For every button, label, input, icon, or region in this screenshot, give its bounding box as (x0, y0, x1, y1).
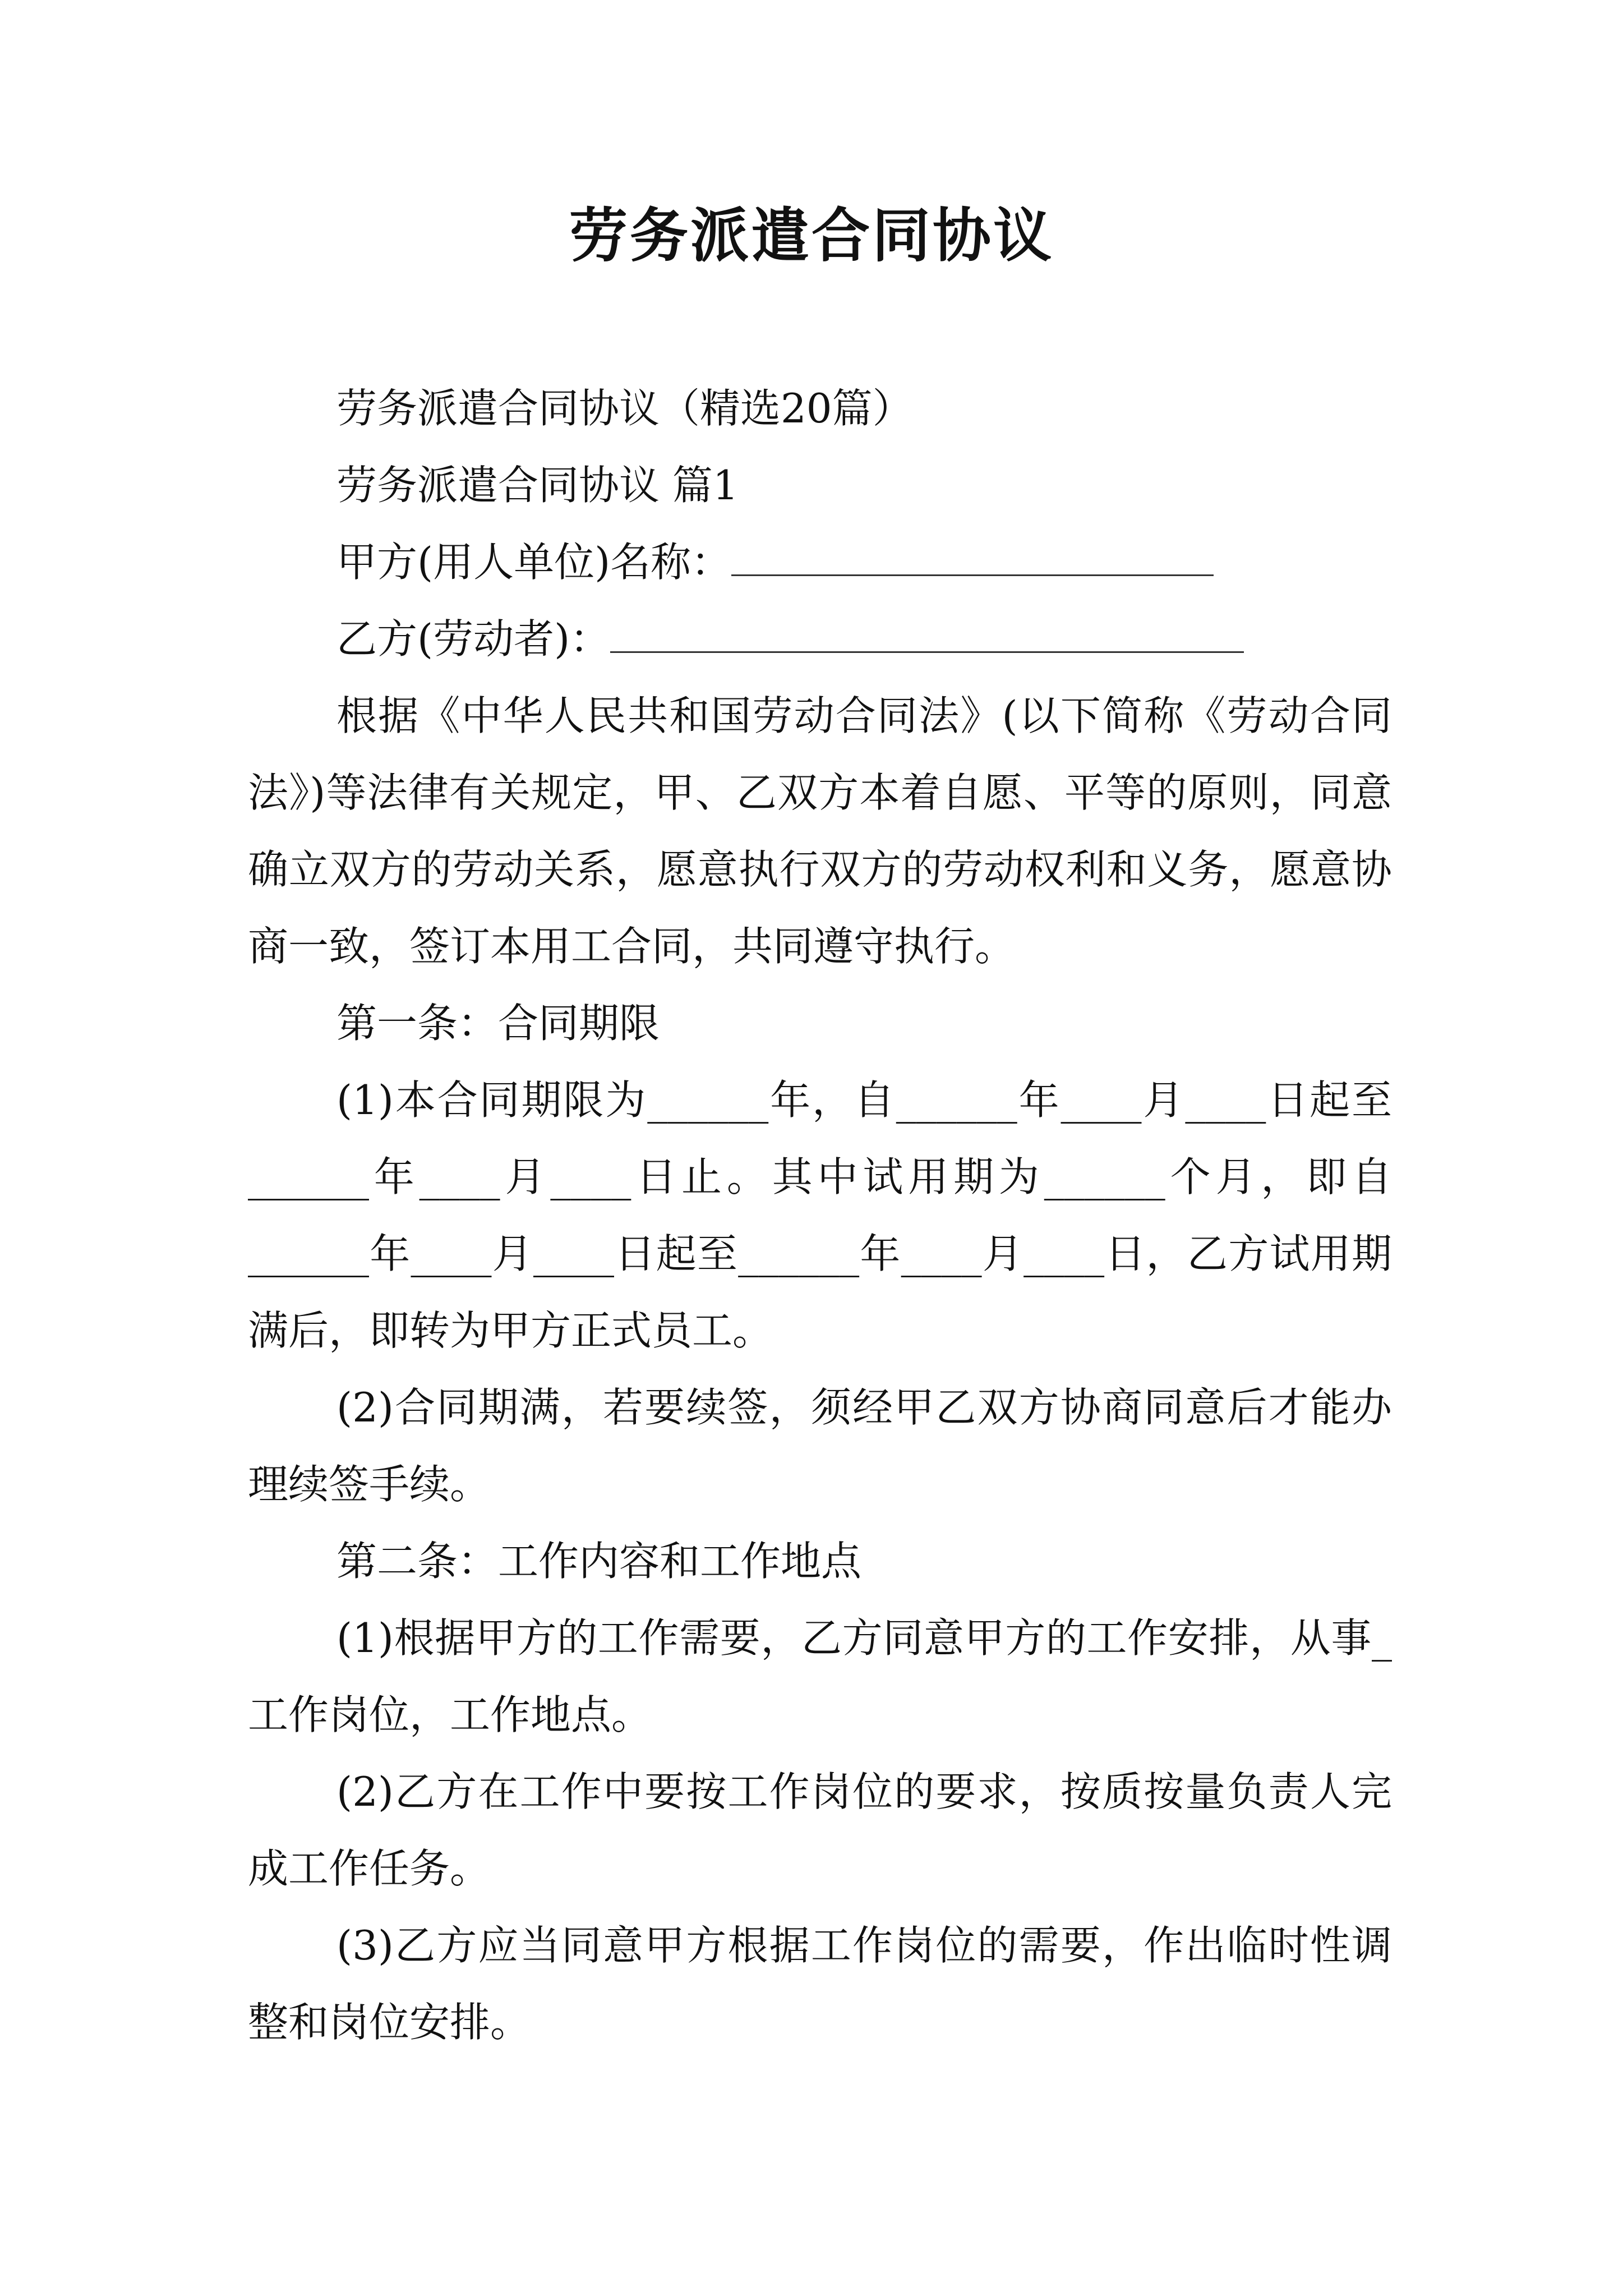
section-heading: 劳务派遣合同协议 篇1 (336, 462, 739, 509)
party-b-blank (610, 620, 1244, 653)
document-subtitle: 劳务派遣合同协议（精选20篇） (336, 385, 913, 432)
document-body (248, 370, 1392, 2061)
party-a-line (248, 524, 1392, 601)
article2-clause2: (2)乙方在工作中要按工作岗位的要求，按质按量负责人完成工作任务。 (248, 1768, 1392, 1892)
article1-clause2: (2)合同期满，若要续签，须经甲乙双方协商同意后才能办理续签手续。 (248, 1384, 1392, 1508)
party-b-label: 乙方(劳动者)： (336, 615, 611, 662)
party-b-line (248, 601, 1392, 678)
article1-heading: 第一条：合同期限 (336, 1000, 660, 1047)
preamble-paragraph: 根据《中华人民共和国劳动合同法》(以下简称《劳动合同法》)等法律有关规定，甲、乙双方本着自愿、平等的原则，同意确立双方的劳动关系，愿意执行双方的劳动权利和义务，愿意协商一致，签订本用工合同，共同遵守执行。 (248, 692, 1392, 970)
article2-clause1: (1)根据甲方的工作需要，乙方同意甲方的工作安排，从事_工作岗位，工作地点。 (248, 1614, 1392, 1738)
party-a-label: 甲方(用人单位)名称： (336, 539, 732, 586)
article2-clause3: (3)乙方应当同意甲方根据工作岗位的需要，作出临时性调整和岗位安排。 (248, 1922, 1392, 2046)
article1-clause1: (1)本合同期限为______年，自______年____月____日起至______年____月____日止。其中试用期为______个月，即自______年____月____日起至______年____月____日，乙方试用期满后，即转为甲方正式员工。 (248, 1076, 1392, 1354)
article2-heading: 第二条：工作内容和工作地点 (336, 1538, 862, 1585)
party-a-blank (731, 543, 1214, 576)
document-title: 劳务派遣合同协议 (569, 201, 1054, 270)
